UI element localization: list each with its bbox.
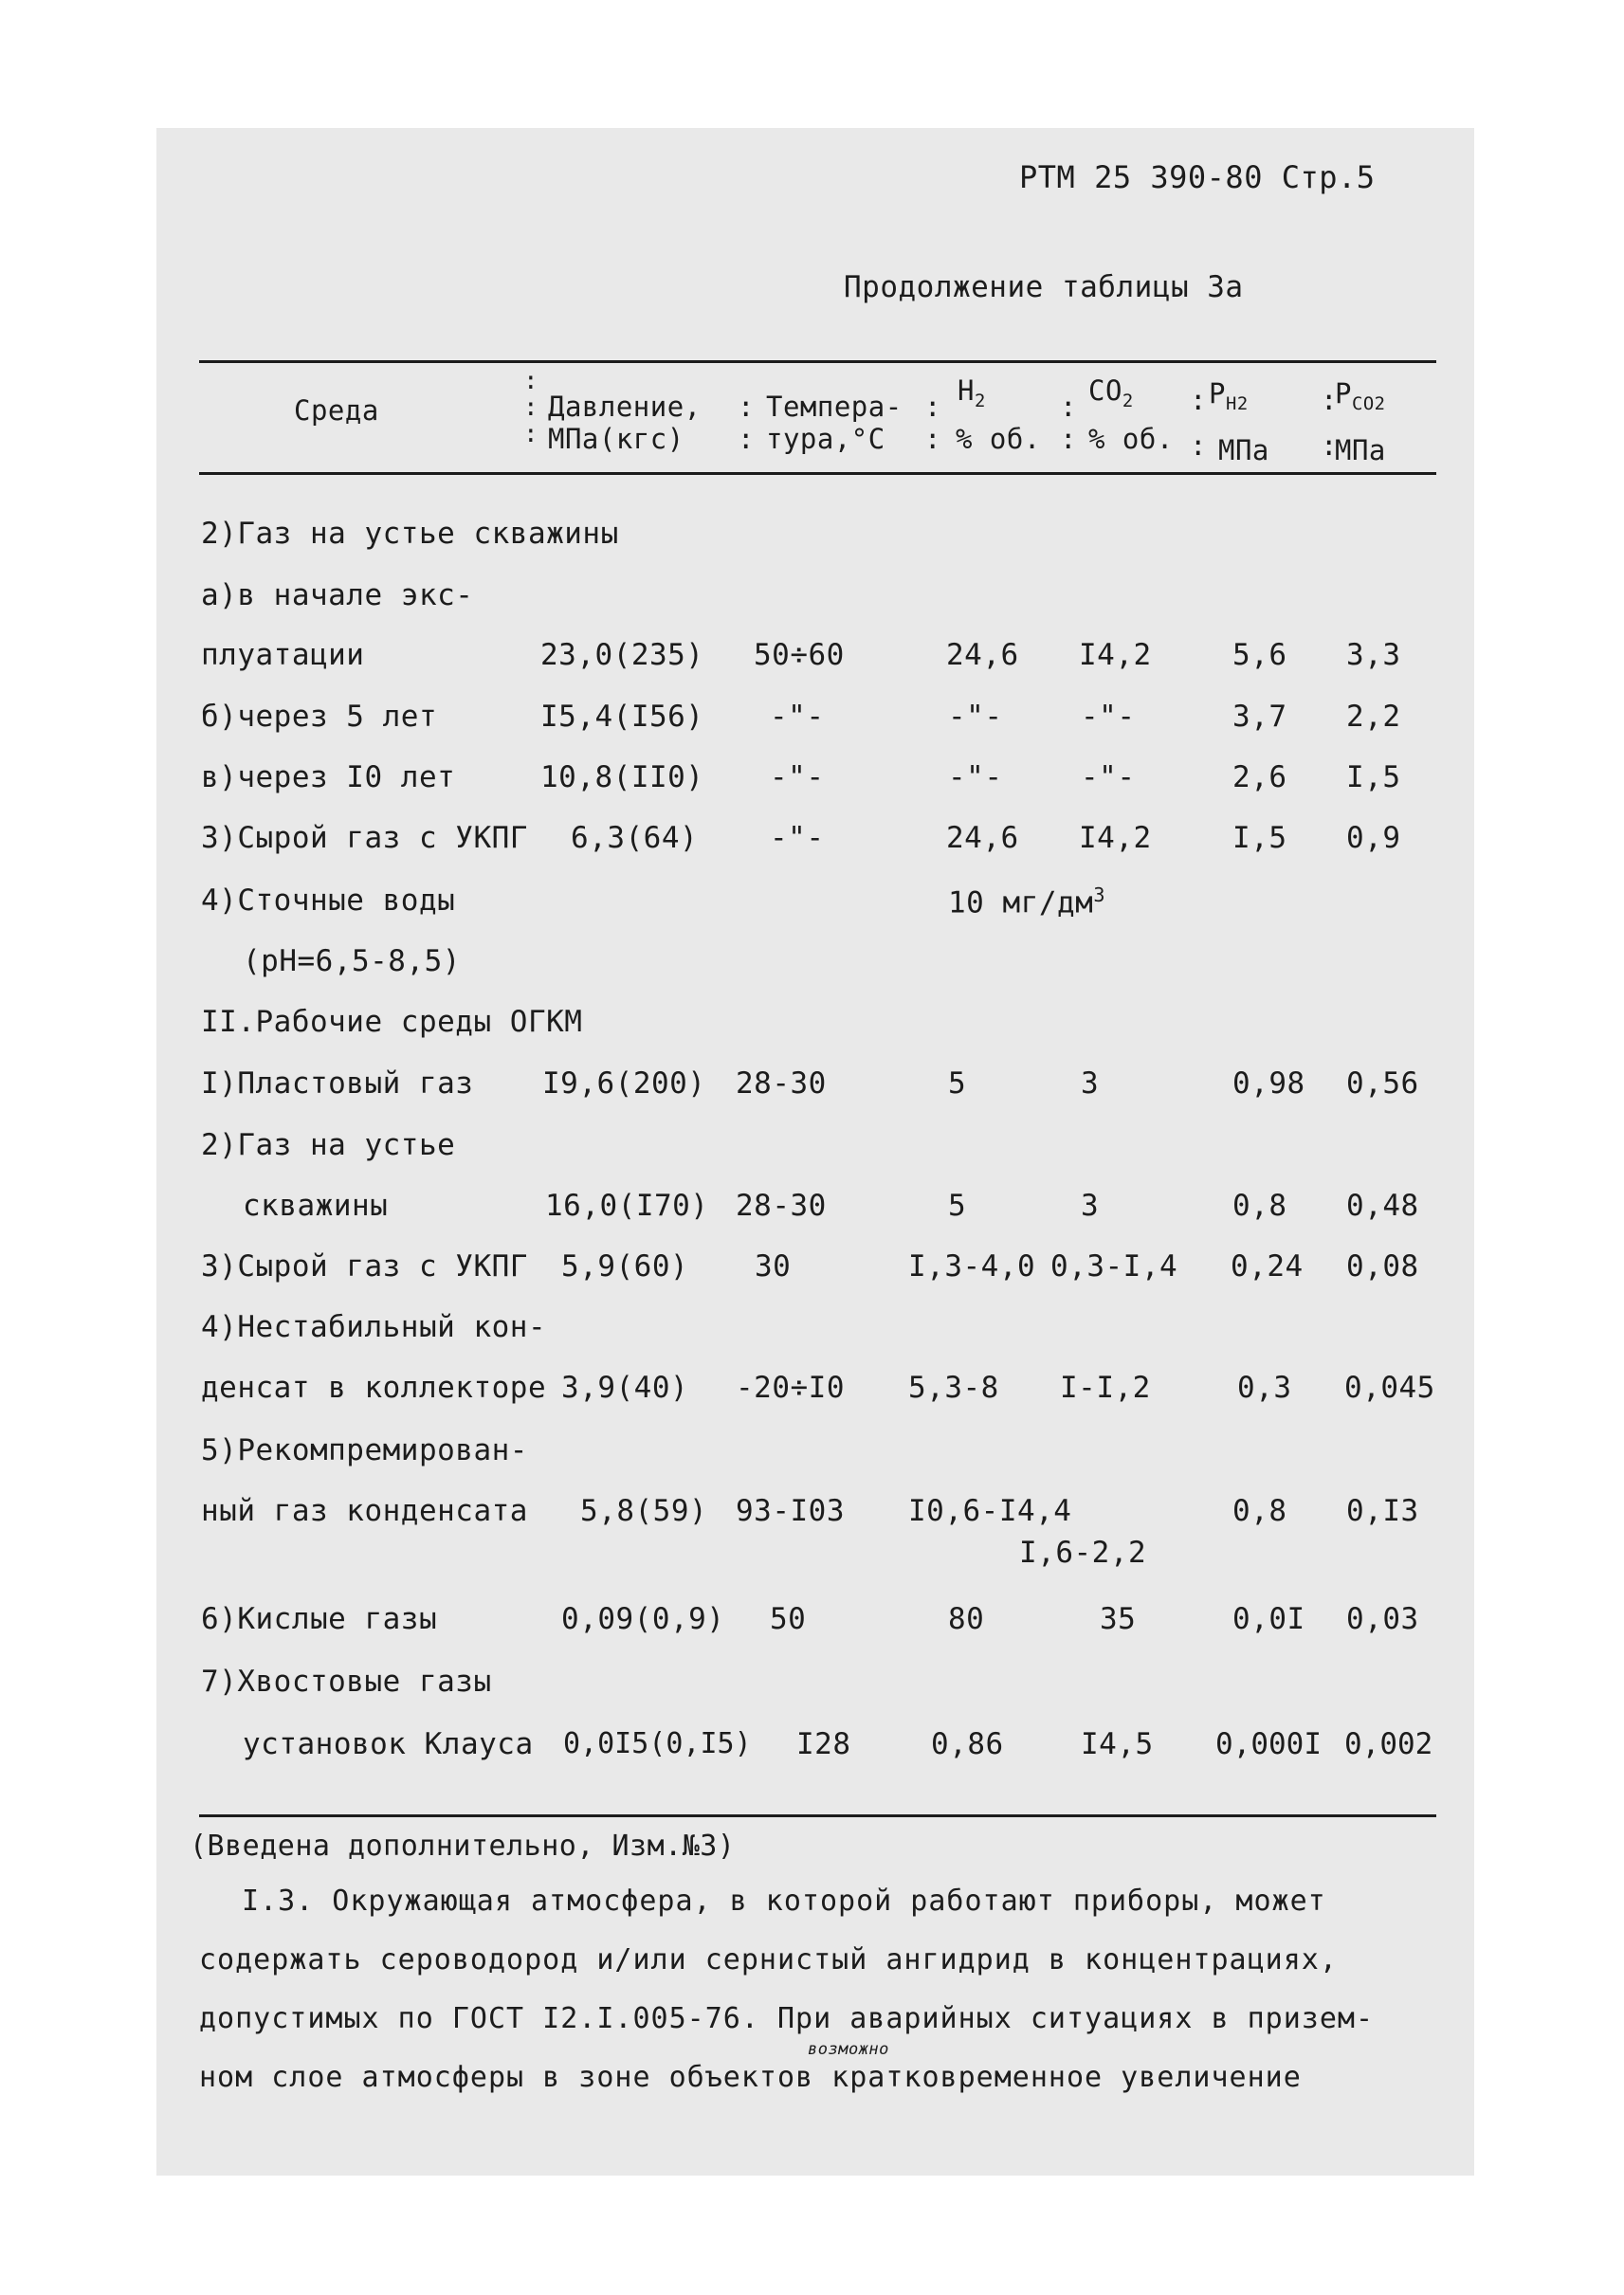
- cell-ph2: 0,0I: [1232, 1602, 1305, 1636]
- cell-pco2: 0,03: [1346, 1602, 1419, 1636]
- header-co2-unit: % об.: [1088, 423, 1174, 455]
- row-label: 2)Газ на устье: [201, 1128, 456, 1162]
- cell-ph2: 5,6: [1232, 638, 1287, 672]
- row-label: 5)Рекомпремирован-: [201, 1433, 528, 1467]
- cell-temperature: -"-: [770, 760, 825, 794]
- header-pressure-1: Давление,: [548, 391, 702, 423]
- cell-pco2: 0,9: [1346, 821, 1401, 855]
- header-co2: $CO_2$: [1088, 374, 1134, 411]
- paragraph-line: допустимых по ГОСТ I2.I.005-76. При аварийных ситуациях в призем-: [199, 2002, 1374, 2035]
- cell-h2: I,3-4,0: [908, 1249, 1036, 1284]
- cell-co2: I-I,2: [1060, 1371, 1151, 1405]
- cell-temperature: 30: [755, 1249, 792, 1284]
- row-label: 4)Нестабильный кон-: [201, 1310, 547, 1344]
- row-label: в)через I0 лет: [201, 760, 456, 794]
- cell-h2: 24,6: [946, 821, 1019, 855]
- cell-pco2: 0,045: [1344, 1371, 1435, 1405]
- row-label: а)в начале экс-: [201, 578, 474, 612]
- handwritten-insert: возможно: [808, 2040, 889, 2059]
- row-label: I)Пластовый газ: [201, 1066, 474, 1101]
- row-label: денсат в коллекторе: [201, 1371, 547, 1405]
- cell-h2: -"-: [948, 760, 1003, 794]
- cell-h2: 80: [948, 1602, 985, 1636]
- cell-pressure: I9,6(200): [542, 1066, 706, 1101]
- cell-pressure: 5,8(59): [580, 1494, 708, 1528]
- row-label: 7)Хвостовые газы: [201, 1665, 492, 1699]
- cell-pco2: 0,48: [1346, 1189, 1419, 1223]
- cell-pressure: 16,0(I70): [545, 1189, 709, 1223]
- cell-pco2: 0,I3: [1346, 1494, 1419, 1528]
- paragraph-line: ном слое атмосферы в зоне объектов кратковременное увеличение: [199, 2061, 1302, 2094]
- header-h2-unit: % об.: [956, 423, 1041, 455]
- cell-pressure: 6,3(64): [571, 821, 699, 855]
- cell-pressure: 10,8(II0): [540, 760, 704, 794]
- header-temp-1: Темпера-: [766, 391, 903, 423]
- cell-pressure: 5,9(60): [561, 1249, 689, 1284]
- cell-pressure: I5,4(I56): [540, 700, 704, 734]
- cell-ph2: 0,24: [1231, 1249, 1304, 1284]
- cell-ph2: 0,8: [1232, 1189, 1287, 1223]
- cell-co2: I4,2: [1079, 638, 1152, 672]
- header-pco2: $P_{CO2}$: [1335, 377, 1386, 414]
- paragraph-line: содержать сероводород и/или сернистый ангидрид в концентрациях,: [199, 1943, 1338, 1976]
- cell-co2: 35: [1100, 1602, 1137, 1636]
- header-separator: : : :: [523, 367, 539, 448]
- row-label: (pH=6,5-8,5): [243, 944, 461, 978]
- cell-h2: 24,6: [946, 638, 1019, 672]
- cell-ph2: 2,6: [1232, 760, 1287, 794]
- paragraph-line: I.3. Окружающая атмосфера, в которой работают приборы, может: [242, 1885, 1326, 1918]
- cell-pco2: 3,3: [1346, 638, 1401, 672]
- cell-temperature: I28: [796, 1727, 851, 1761]
- cell-co2: I,6-2,2: [1019, 1536, 1147, 1570]
- cell-co2: 3: [1081, 1066, 1100, 1101]
- cell-ph2: 0,8: [1232, 1494, 1287, 1528]
- header-separator: : :: [1060, 391, 1077, 455]
- row-label: б)через 5 лет: [201, 700, 438, 734]
- row-label: скважины: [243, 1189, 389, 1223]
- cell-temperature: 93-I03: [736, 1494, 845, 1528]
- header-ph2: $P_{H2}$: [1209, 377, 1249, 414]
- cell-pressure: 0,0I5(0,I5): [563, 1727, 752, 1760]
- cell-temperature: -20÷I0: [736, 1371, 845, 1405]
- cell-pressure: 3,9(40): [561, 1371, 689, 1405]
- header-h2: $H_2$: [958, 374, 986, 411]
- header-separator: : :: [1190, 384, 1207, 462]
- cell-temperature: 28-30: [736, 1189, 827, 1223]
- cell-h2: 0,86: [931, 1727, 1004, 1761]
- cell-ph2: 3,7: [1232, 700, 1287, 734]
- header-separator: : :: [738, 391, 755, 455]
- section-heading: II.Рабочие среды ОГКМ: [201, 1005, 583, 1039]
- row-label: 3)Сырой газ с УКПГ: [201, 1249, 528, 1284]
- cell-co2: I4,2: [1079, 821, 1152, 855]
- table-bottom-rule: [199, 1814, 1436, 1817]
- table-caption: Продолжение таблицы 3а: [844, 270, 1244, 304]
- cell-h2: I0,6-I4,4: [908, 1494, 1072, 1528]
- cell-pressure: 23,0(235): [540, 638, 704, 672]
- row-label: установок Клауса: [243, 1727, 534, 1761]
- cell-temperature: -"-: [770, 700, 825, 734]
- table-top-rule: [199, 360, 1436, 363]
- cell-h2: 5: [948, 1066, 967, 1101]
- header-medium: Среда: [294, 394, 379, 427]
- amendment-note: (Введена дополнительно, Изм.№3): [190, 1830, 736, 1863]
- cell-h2: 5,3-8: [908, 1371, 999, 1405]
- cell-pco2: 0,56: [1346, 1066, 1419, 1101]
- cell-temperature: 50÷60: [754, 638, 845, 672]
- cell-co2: -"-: [1081, 700, 1136, 734]
- row-label: 4)Сточные воды: [201, 883, 456, 918]
- cell-co2: 3: [1081, 1189, 1100, 1223]
- cell-pressure: 0,09(0,9): [561, 1602, 725, 1636]
- cell-temperature: 28-30: [736, 1066, 827, 1101]
- row-label: плуатации: [201, 638, 365, 672]
- header-separator: : :: [924, 391, 941, 455]
- cell-h2: -"-: [948, 700, 1003, 734]
- table-header-rule: [199, 472, 1436, 475]
- cell-temperature: -"-: [770, 821, 825, 855]
- header-ph2-unit: МПа: [1218, 434, 1269, 466]
- cell-ph2: I,5: [1232, 821, 1287, 855]
- row-label: 3)Сырой газ с УКПГ: [201, 821, 528, 855]
- header-separator: : :: [1321, 384, 1338, 462]
- header-pco2-unit: МПа: [1335, 434, 1386, 466]
- cell-ph2: 0,3: [1237, 1371, 1292, 1405]
- row-label: 2)Газ на устье скважины: [201, 517, 619, 551]
- cell-pco2: 2,2: [1346, 700, 1401, 734]
- cell-pco2: I,5: [1346, 760, 1401, 794]
- cell-pco2: 0,08: [1346, 1249, 1419, 1284]
- cell-note: 10 $мг/дм^3$: [948, 883, 1105, 920]
- row-label: ный газ конденсата: [201, 1494, 528, 1528]
- cell-ph2: 0,000I: [1215, 1727, 1322, 1761]
- header-pressure-2: МПа(кгс): [548, 423, 684, 455]
- row-label: 6)Кислые газы: [201, 1602, 438, 1636]
- cell-ph2: 0,98: [1232, 1066, 1305, 1101]
- cell-h2: 5: [948, 1189, 967, 1223]
- cell-temperature: 50: [770, 1602, 807, 1636]
- cell-pco2: 0,002: [1344, 1727, 1433, 1761]
- cell-co2: 0,3-I,4: [1050, 1249, 1178, 1284]
- document-reference: РТМ 25 390-80 Стр.5: [1019, 159, 1376, 195]
- cell-co2: I4,5: [1081, 1727, 1154, 1761]
- cell-co2: -"-: [1081, 760, 1136, 794]
- header-temp-2: тура,°С: [766, 423, 885, 455]
